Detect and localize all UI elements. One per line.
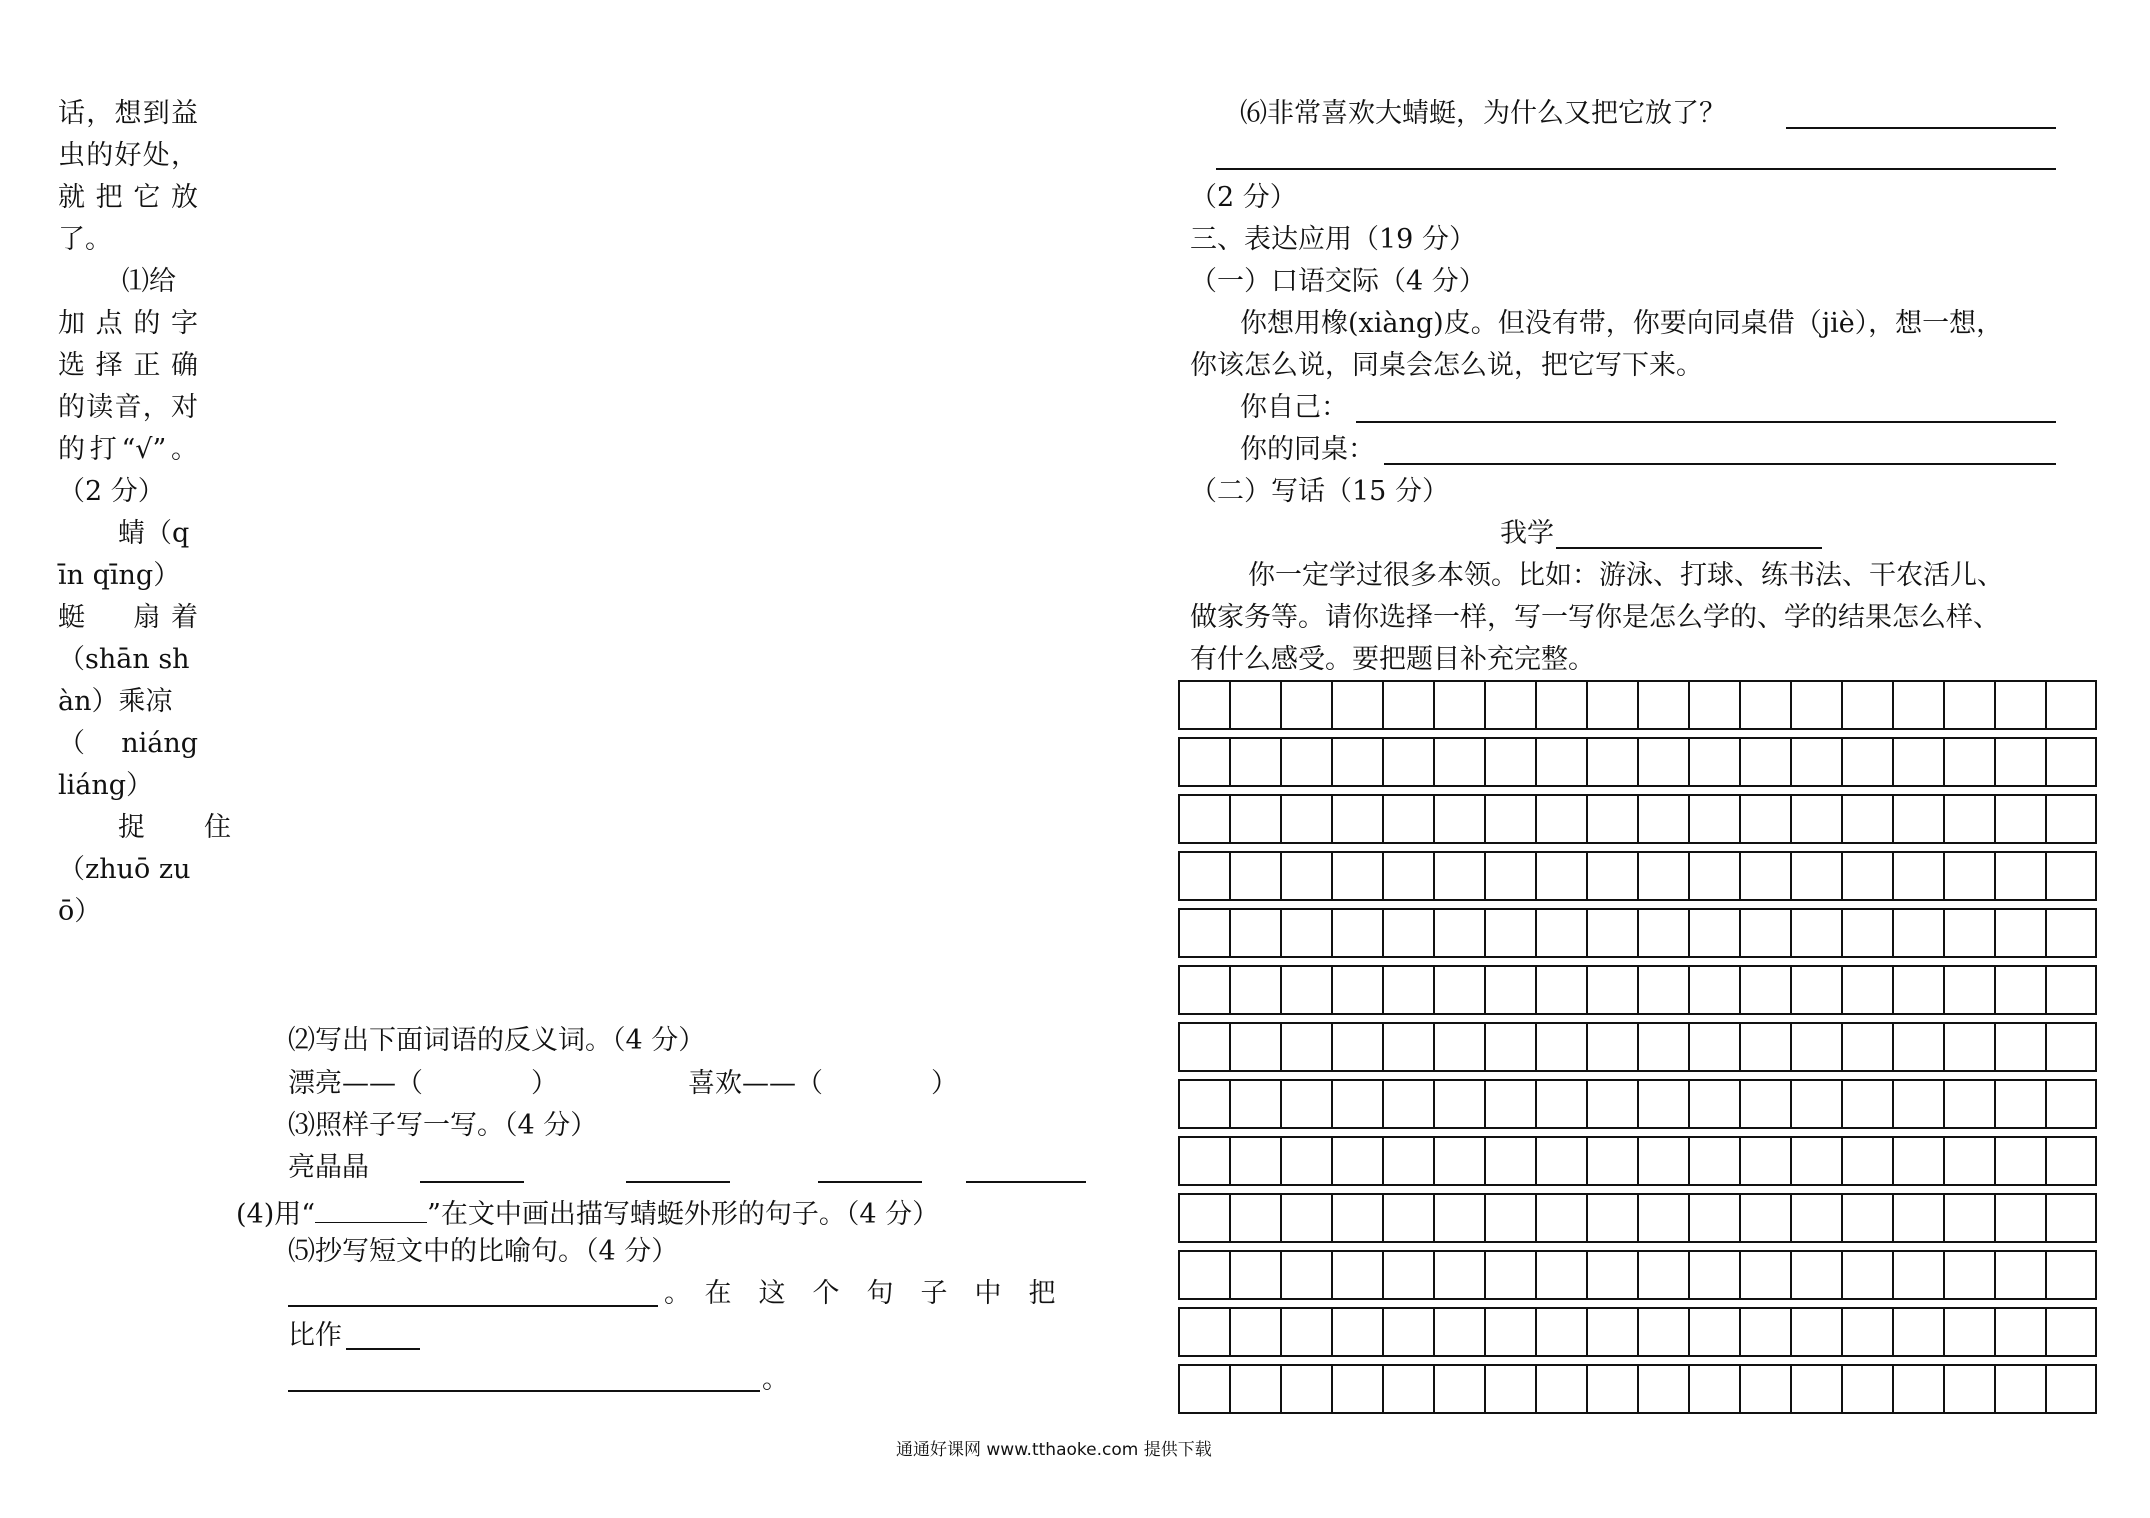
grid-cell[interactable] — [1435, 1024, 1486, 1070]
q5-answer-line[interactable] — [288, 1305, 658, 1307]
grid-cell[interactable] — [1180, 1024, 1231, 1070]
grid-cell[interactable] — [1435, 739, 1486, 785]
grid-cell[interactable] — [1741, 1366, 1792, 1412]
q3-example: 亮晶晶 — [288, 1152, 369, 1183]
passage-line: 就把它放 — [58, 182, 198, 213]
grid-cell[interactable] — [1843, 967, 1894, 1013]
grid-cell[interactable] — [1843, 1252, 1894, 1298]
grid-cell[interactable] — [1588, 682, 1639, 728]
grid-cell[interactable] — [1180, 1138, 1231, 1184]
grid-cell[interactable] — [1639, 1024, 1690, 1070]
grid-cell[interactable] — [1690, 1309, 1741, 1355]
grid-cell[interactable] — [1486, 853, 1537, 899]
grid-cell[interactable] — [1843, 682, 1894, 728]
grid-row[interactable] — [1178, 794, 2097, 844]
grid-cell[interactable] — [1894, 682, 1945, 728]
grid-cell[interactable] — [1690, 967, 1741, 1013]
passage-line: 话，想到益 — [58, 98, 198, 129]
q4-underline-sample — [315, 1196, 427, 1223]
grid-row[interactable] — [1178, 1250, 2097, 1300]
grid-cell[interactable] — [1792, 739, 1843, 785]
grid-cell[interactable] — [1486, 739, 1537, 785]
grid-cell[interactable] — [1690, 910, 1741, 956]
grid-cell[interactable] — [1741, 1024, 1792, 1070]
grid-cell[interactable] — [1537, 1195, 1588, 1241]
grid-cell[interactable] — [1282, 1195, 1333, 1241]
grid-cell[interactable] — [1180, 910, 1231, 956]
grid-cell[interactable] — [1180, 967, 1231, 1013]
grid-cell[interactable] — [1282, 796, 1333, 842]
grid-cell[interactable] — [1690, 682, 1741, 728]
grid-cell[interactable] — [1333, 739, 1384, 785]
q3-blank-4[interactable] — [966, 1181, 1086, 1183]
grid-cell[interactable] — [1792, 1138, 1843, 1184]
self-label: 你自己： — [1240, 392, 1348, 423]
grid-cell[interactable] — [1384, 1195, 1435, 1241]
grid-cell[interactable] — [1639, 853, 1690, 899]
grid-cell[interactable] — [1996, 1138, 2047, 1184]
grid-cell[interactable] — [1231, 1366, 1282, 1412]
grid-cell[interactable] — [1333, 1252, 1384, 1298]
grid-cell[interactable] — [1537, 1024, 1588, 1070]
grid-cell[interactable] — [1537, 1309, 1588, 1355]
grid-cell[interactable] — [1180, 853, 1231, 899]
pinyin-line: ō） — [58, 896, 102, 927]
grid-cell[interactable] — [1435, 1252, 1486, 1298]
grid-cell[interactable] — [1333, 1024, 1384, 1070]
grid-cell[interactable] — [1180, 1081, 1231, 1127]
q1-score: （2 分） — [58, 476, 165, 507]
grid-cell[interactable] — [1588, 1195, 1639, 1241]
q3-blank-1[interactable] — [420, 1181, 524, 1183]
grid-cell[interactable] — [1384, 1366, 1435, 1412]
grid-cell[interactable] — [1894, 739, 1945, 785]
grid-cell[interactable] — [1231, 910, 1282, 956]
grid-cell[interactable] — [1945, 853, 1996, 899]
grid-cell[interactable] — [1537, 1138, 1588, 1184]
grid-cell[interactable] — [1180, 682, 1231, 728]
grid-cell[interactable] — [1894, 1309, 1945, 1355]
pinyin-line: 捉 住 — [118, 812, 247, 843]
oral-prompt-line-1: 你想用橡(xiàng)皮。但没有带，你要向同桌借（jiè），想一想， — [1240, 308, 2004, 339]
grid-cell[interactable] — [1690, 1366, 1741, 1412]
grid-cell[interactable] — [1588, 1081, 1639, 1127]
grid-cell[interactable] — [1792, 910, 1843, 956]
grid-cell[interactable] — [1792, 796, 1843, 842]
grid-cell[interactable] — [1741, 853, 1792, 899]
q2-item-1: 漂亮——（ ） — [288, 1068, 558, 1099]
grid-cell[interactable] — [1435, 1081, 1486, 1127]
grid-cell[interactable] — [1996, 682, 2047, 728]
grid-cell[interactable] — [1282, 1366, 1333, 1412]
grid-cell[interactable] — [1843, 1366, 1894, 1412]
grid-cell[interactable] — [1588, 1024, 1639, 1070]
grid-cell[interactable] — [1792, 1309, 1843, 1355]
grid-cell[interactable] — [1180, 796, 1231, 842]
grid-cell[interactable] — [1996, 1366, 2047, 1412]
grid-cell[interactable] — [1945, 1138, 1996, 1184]
grid-cell[interactable] — [1435, 910, 1486, 956]
grid-cell[interactable] — [1384, 796, 1435, 842]
grid-cell[interactable] — [1537, 796, 1588, 842]
grid-cell[interactable] — [1945, 739, 1996, 785]
grid-cell[interactable] — [1435, 1195, 1486, 1241]
q6-prompt: ⑹非常喜欢大蜻蜓，为什么又把它放了？ — [1240, 98, 1726, 129]
grid-cell[interactable] — [1231, 796, 1282, 842]
grid-cell[interactable] — [1537, 739, 1588, 785]
grid-row[interactable] — [1178, 737, 2097, 787]
grid-row[interactable] — [1178, 908, 2097, 958]
grid-cell[interactable] — [1588, 853, 1639, 899]
grid-cell[interactable] — [1945, 1252, 1996, 1298]
grid-cell[interactable] — [1690, 1252, 1741, 1298]
self-answer-line[interactable] — [1356, 421, 2056, 423]
grid-cell[interactable] — [1843, 796, 1894, 842]
pinyin-line: （niáng — [58, 728, 198, 759]
grid-cell[interactable] — [1231, 1309, 1282, 1355]
pinyin-line: liáng） — [58, 770, 154, 801]
grid-cell[interactable] — [1333, 910, 1384, 956]
grid-cell[interactable] — [1996, 739, 2047, 785]
q5-tail-line[interactable] — [288, 1390, 760, 1392]
grid-cell[interactable] — [1639, 1081, 1690, 1127]
q1-line: ⑴给 — [122, 266, 176, 297]
grid-cell[interactable] — [1231, 1081, 1282, 1127]
grid-cell[interactable] — [1588, 1252, 1639, 1298]
grid-cell[interactable] — [1231, 1195, 1282, 1241]
grid-row[interactable] — [1178, 965, 2097, 1015]
grid-cell[interactable] — [1282, 1138, 1333, 1184]
grid-cell[interactable] — [1486, 910, 1537, 956]
grid-cell[interactable] — [1282, 910, 1333, 956]
grid-cell[interactable] — [1384, 1309, 1435, 1355]
grid-cell[interactable] — [1435, 796, 1486, 842]
q3-blank-3[interactable] — [818, 1181, 922, 1183]
grid-cell[interactable] — [1384, 682, 1435, 728]
grid-cell[interactable] — [1741, 682, 1792, 728]
q6-answer-line-2[interactable] — [1216, 168, 2056, 170]
grid-cell[interactable] — [1282, 682, 1333, 728]
grid-cell[interactable] — [1945, 682, 1996, 728]
grid-cell[interactable] — [1639, 1252, 1690, 1298]
pinyin-line: īn qīng） — [58, 560, 181, 591]
grid-cell[interactable] — [1792, 853, 1843, 899]
grid-row[interactable] — [1178, 1307, 2097, 1357]
grid-cell[interactable] — [1690, 796, 1741, 842]
grid-cell[interactable] — [1996, 1309, 2047, 1355]
q1-line: 选择正确 — [58, 350, 198, 381]
grid-cell[interactable] — [1996, 967, 2047, 1013]
grid-cell[interactable] — [1945, 1081, 1996, 1127]
grid-cell[interactable] — [1741, 1081, 1792, 1127]
grid-cell[interactable] — [1333, 853, 1384, 899]
grid-cell[interactable] — [1231, 1138, 1282, 1184]
grid-cell[interactable] — [1282, 1252, 1333, 1298]
grid-cell[interactable] — [1996, 910, 2047, 956]
grid-cell[interactable] — [1996, 796, 2047, 842]
grid-cell[interactable] — [1792, 682, 1843, 728]
grid-cell[interactable] — [1945, 967, 1996, 1013]
grid-cell[interactable] — [1537, 853, 1588, 899]
grid-cell[interactable] — [1588, 1309, 1639, 1355]
grid-cell[interactable] — [1333, 967, 1384, 1013]
grid-cell[interactable] — [1486, 1309, 1537, 1355]
grid-cell[interactable] — [1282, 853, 1333, 899]
grid-cell[interactable] — [1690, 1081, 1741, 1127]
writing-title-blank[interactable] — [1556, 547, 1822, 549]
grid-cell[interactable] — [1384, 853, 1435, 899]
q4-suffix: ”在文中画出描写蜻蜓外形的句子。（4 分） — [427, 1199, 940, 1230]
writing-prompt-line-1: 你一定学过很多本领。比如：游泳、打球、练书法、干农活儿、 — [1248, 560, 2004, 591]
grid-cell[interactable] — [1894, 967, 1945, 1013]
grid-cell[interactable] — [1231, 967, 1282, 1013]
deskmate-label: 你的同桌： — [1240, 434, 1375, 465]
grid-cell[interactable] — [1333, 1309, 1384, 1355]
grid-cell[interactable] — [1996, 853, 2047, 899]
grid-cell[interactable] — [1231, 682, 1282, 728]
pinyin-line: 蜓 扇着 — [58, 602, 198, 633]
grid-cell[interactable] — [1996, 1252, 2047, 1298]
grid-cell[interactable] — [1282, 739, 1333, 785]
q4-prompt — [236, 1196, 939, 1228]
grid-cell[interactable] — [1333, 1081, 1384, 1127]
grid-cell[interactable] — [1588, 796, 1639, 842]
grid-cell[interactable] — [1996, 1195, 2047, 1241]
grid-cell[interactable] — [1690, 1024, 1741, 1070]
grid-cell[interactable] — [1435, 1138, 1486, 1184]
grid-cell[interactable] — [1333, 1138, 1384, 1184]
grid-cell[interactable] — [1639, 1366, 1690, 1412]
grid-cell[interactable] — [1231, 1024, 1282, 1070]
q5-compare-label: 比作 — [288, 1320, 342, 1351]
grid-cell[interactable] — [1180, 1366, 1231, 1412]
grid-cell[interactable] — [1333, 1195, 1384, 1241]
grid-cell[interactable] — [1945, 1024, 1996, 1070]
q6-answer-line-1[interactable] — [1786, 127, 2056, 129]
grid-cell[interactable] — [1231, 1252, 1282, 1298]
grid-row[interactable] — [1178, 1193, 2097, 1243]
grid-cell[interactable] — [1435, 1366, 1486, 1412]
writing-prompt-line-2: 做家务等。请你选择一样，写一写你是怎么学的、学的结果怎么样、 — [1190, 602, 2000, 633]
grid-cell[interactable] — [1894, 1081, 1945, 1127]
grid-cell[interactable] — [1741, 1195, 1792, 1241]
q1-line: 加点的字 — [58, 308, 198, 339]
grid-cell[interactable] — [1894, 1366, 1945, 1412]
grid-cell[interactable] — [1537, 967, 1588, 1013]
q3-prompt: ⑶照样子写一写。（4 分） — [288, 1110, 598, 1141]
grid-cell[interactable] — [1741, 1309, 1792, 1355]
grid-cell[interactable] — [1282, 1081, 1333, 1127]
grid-cell[interactable] — [1792, 1252, 1843, 1298]
grid-cell[interactable] — [1843, 1138, 1894, 1184]
grid-cell[interactable] — [1588, 739, 1639, 785]
grid-cell[interactable] — [1639, 682, 1690, 728]
grid-cell[interactable] — [1639, 1138, 1690, 1184]
grid-row[interactable] — [1178, 1022, 2097, 1072]
grid-cell[interactable] — [1333, 1366, 1384, 1412]
grid-cell[interactable] — [1588, 1138, 1639, 1184]
grid-cell[interactable] — [1639, 967, 1690, 1013]
grid-cell[interactable] — [1843, 1309, 1894, 1355]
pinyin-line: （zhuō zu — [58, 854, 191, 885]
grid-cell[interactable] — [1639, 1309, 1690, 1355]
q6-score: （2 分） — [1190, 182, 1297, 213]
grid-cell[interactable] — [1843, 1024, 1894, 1070]
grid-cell[interactable] — [1894, 1024, 1945, 1070]
grid-cell[interactable] — [1894, 1252, 1945, 1298]
grid-cell[interactable] — [1894, 853, 1945, 899]
grid-cell[interactable] — [1486, 1366, 1537, 1412]
grid-cell[interactable] — [1537, 1366, 1588, 1412]
grid-cell[interactable] — [1741, 967, 1792, 1013]
grid-cell[interactable] — [1180, 739, 1231, 785]
q2-prompt: ⑵写出下面词语的反义词。（4 分） — [288, 1025, 706, 1056]
footer-credit: 通通好课网 www.tthaoke.com 提供下载 — [896, 1440, 1212, 1460]
grid-cell[interactable] — [1945, 1366, 1996, 1412]
grid-cell[interactable] — [1792, 967, 1843, 1013]
grid-cell[interactable] — [1843, 739, 1894, 785]
deskmate-answer-line[interactable] — [1384, 463, 2056, 465]
grid-cell[interactable] — [1843, 1195, 1894, 1241]
grid-cell[interactable] — [1537, 1252, 1588, 1298]
pinyin-line: 蜻（q — [118, 518, 190, 549]
subsection-oral-heading: （一）口语交际（4 分） — [1190, 266, 1486, 297]
grid-cell[interactable] — [1333, 796, 1384, 842]
grid-cell[interactable] — [1180, 1195, 1231, 1241]
grid-cell[interactable] — [1945, 796, 1996, 842]
grid-cell[interactable] — [1333, 682, 1384, 728]
q2-item-2: 喜欢——（ ） — [688, 1068, 958, 1099]
grid-cell[interactable] — [1435, 853, 1486, 899]
writing-prompt-line-3: 有什么感受。要把题目补充完整。 — [1190, 644, 1595, 675]
grid-row[interactable] — [1178, 851, 2097, 901]
grid-cell[interactable] — [1282, 1309, 1333, 1355]
q5-mid-text: 。 在 这 个 句 子 中 把 — [664, 1278, 1056, 1309]
grid-cell[interactable] — [1537, 1081, 1588, 1127]
grid-cell[interactable] — [1486, 1081, 1537, 1127]
subsection-writing-heading: （二）写话（15 分） — [1190, 476, 1449, 507]
grid-cell[interactable] — [1384, 1138, 1435, 1184]
grid-cell[interactable] — [1282, 1024, 1333, 1070]
grid-cell[interactable] — [1639, 796, 1690, 842]
grid-cell[interactable] — [1486, 1252, 1537, 1298]
q3-blank-2[interactable] — [626, 1181, 730, 1183]
passage-line: 了。 — [58, 224, 112, 255]
grid-cell[interactable] — [1894, 796, 1945, 842]
grid-cell[interactable] — [1843, 853, 1894, 899]
grid-cell[interactable] — [1894, 1195, 1945, 1241]
grid-cell[interactable] — [1843, 910, 1894, 956]
grid-cell[interactable] — [1741, 796, 1792, 842]
grid-cell[interactable] — [1282, 967, 1333, 1013]
passage-line: 虫的好处， — [58, 140, 198, 171]
q5-prompt: ⑸抄写短文中的比喻句。（4 分） — [288, 1236, 679, 1267]
grid-cell[interactable] — [1384, 1252, 1435, 1298]
grid-cell[interactable] — [1384, 1081, 1435, 1127]
grid-cell[interactable] — [1792, 1024, 1843, 1070]
grid-cell[interactable] — [1384, 1024, 1435, 1070]
grid-cell[interactable] — [1435, 682, 1486, 728]
grid-cell[interactable] — [1690, 739, 1741, 785]
grid-cell[interactable] — [1384, 967, 1435, 1013]
q4-prefix: (4)用“ — [236, 1199, 316, 1230]
grid-cell[interactable] — [1180, 1252, 1231, 1298]
q5-end: 。 — [762, 1364, 789, 1395]
grid-cell[interactable] — [1792, 1366, 1843, 1412]
grid-cell[interactable] — [1792, 1081, 1843, 1127]
grid-cell[interactable] — [1435, 967, 1486, 1013]
grid-cell[interactable] — [1741, 1138, 1792, 1184]
grid-cell[interactable] — [1588, 1366, 1639, 1412]
pinyin-line: àn）乘凉 — [58, 686, 173, 717]
grid-cell[interactable] — [1180, 1309, 1231, 1355]
grid-cell[interactable] — [1588, 910, 1639, 956]
grid-cell[interactable] — [1639, 739, 1690, 785]
grid-cell[interactable] — [1639, 910, 1690, 956]
grid-cell[interactable] — [1945, 1309, 1996, 1355]
grid-cell[interactable] — [1690, 1138, 1741, 1184]
grid-cell[interactable] — [1384, 739, 1435, 785]
grid-cell[interactable] — [1690, 1195, 1741, 1241]
grid-cell[interactable] — [1741, 739, 1792, 785]
grid-row[interactable] — [1178, 680, 2097, 730]
grid-cell[interactable] — [1486, 682, 1537, 728]
grid-cell[interactable] — [1894, 910, 1945, 956]
grid-cell[interactable] — [1792, 1195, 1843, 1241]
q5-compare-blank[interactable] — [346, 1348, 420, 1350]
grid-cell[interactable] — [1537, 910, 1588, 956]
left-text-column — [58, 98, 247, 940]
grid-cell[interactable] — [1588, 967, 1639, 1013]
grid-cell[interactable] — [1690, 853, 1741, 899]
grid-cell[interactable] — [1996, 1081, 2047, 1127]
grid-cell[interactable] — [1231, 739, 1282, 785]
grid-cell[interactable] — [1945, 910, 1996, 956]
writing-title-prefix: 我学 — [1500, 518, 1554, 549]
grid-cell[interactable] — [1435, 1309, 1486, 1355]
grid-cell[interactable] — [1996, 1024, 2047, 1070]
grid-row[interactable] — [1178, 1079, 2097, 1129]
grid-cell[interactable] — [1843, 1081, 1894, 1127]
grid-cell[interactable] — [1537, 682, 1588, 728]
grid-cell[interactable] — [1486, 1138, 1537, 1184]
grid-cell[interactable] — [1639, 1195, 1690, 1241]
q1-line: 的打“√”。 — [58, 434, 198, 465]
grid-cell[interactable] — [1384, 910, 1435, 956]
grid-cell[interactable] — [1231, 853, 1282, 899]
grid-cell[interactable] — [1945, 1195, 1996, 1241]
grid-cell[interactable] — [1486, 1195, 1537, 1241]
grid-cell[interactable] — [1486, 967, 1537, 1013]
grid-cell[interactable] — [1741, 910, 1792, 956]
grid-row[interactable] — [1178, 1136, 2097, 1186]
grid-cell[interactable] — [1486, 796, 1537, 842]
q1-line: 的读音，对 — [58, 392, 198, 423]
pinyin-line: （shān sh — [58, 644, 190, 675]
oral-prompt-line-2: 你该怎么说，同桌会怎么说，把它写下来。 — [1190, 350, 1703, 381]
grid-cell[interactable] — [1486, 1024, 1537, 1070]
grid-row[interactable] — [1178, 1364, 2097, 1414]
grid-cell[interactable] — [1741, 1252, 1792, 1298]
section-3-heading: 三、表达应用（19 分） — [1190, 224, 1476, 255]
grid-cell[interactable] — [1894, 1138, 1945, 1184]
